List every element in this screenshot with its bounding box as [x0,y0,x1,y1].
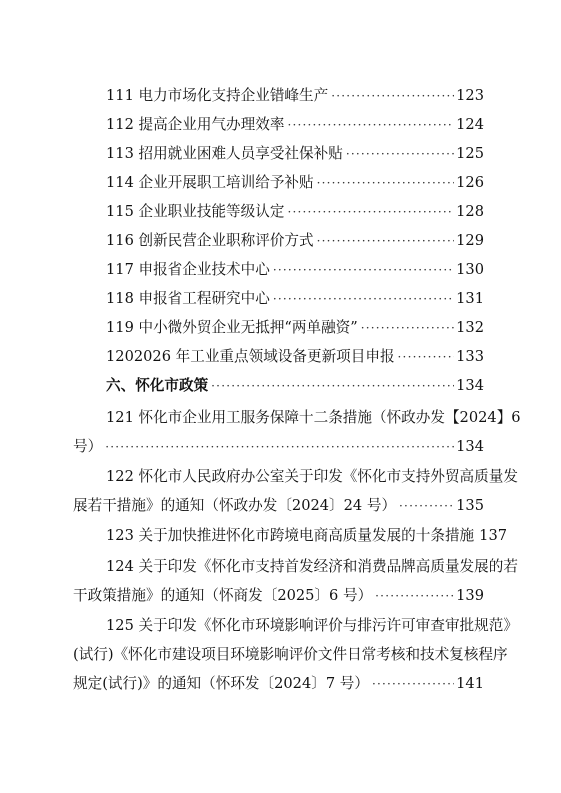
dot-leader [375,586,454,606]
toc-entry-118 [106,289,484,309]
toc-entry-label: 116 创新民营企业职称评价方式 [106,232,314,249]
toc-page-number: 131 [456,290,484,307]
toc-entry-125-line1: 125 关于印发《怀化市环境影响评价与排污许可审查审批规范》 [106,617,518,634]
toc-entry-label: 规定(试行)》的通知（怀环发〔2024〕7 号） [73,675,369,692]
toc-entry-125-line2: (试行)《怀化市建设项目环境影响评价文件日常考核和技术复核程序 [73,646,508,663]
dot-leader [398,347,455,367]
toc-entry-label: 号） [73,438,103,455]
section-heading-label: 六、怀化市政策 [106,377,209,394]
toc-page-number: 125 [456,145,484,162]
dot-leader [372,674,454,694]
toc-entry-111 [106,86,484,106]
toc-entry-label: 119 中小微外贸企业无抵押“两单融资” [106,319,358,336]
toc-entry-label: 1202026 年工业重点领域设备更新项目申报 [106,348,395,365]
toc-page-number: 132 [456,319,484,336]
toc-entry-114 [106,173,484,193]
toc-entry-label: 112 提高企业用气办理效率 [106,116,285,133]
toc-page-number: 134 [456,377,484,394]
toc-entry-label: 115 企业职业技能等级认定 [106,203,285,220]
dot-leader [346,144,454,164]
dot-leader [317,173,455,193]
toc-entry-119 [106,318,484,338]
toc-entry-123 [106,526,508,546]
toc-entry-113 [106,144,484,164]
toc-page-number: 123 [456,87,484,104]
toc-page-number: 129 [456,232,484,249]
toc-entry-112 [106,115,484,135]
toc-entry-121-line1: 121 怀化市企业用工服务保障十二条措施（怀政办发【2024】6 [106,409,521,426]
dot-leader [273,289,454,309]
toc-page-number: 124 [456,116,484,133]
toc-entry-121-line2 [73,437,484,457]
toc-page-number: 139 [456,587,484,604]
toc-entry-label: 123 关于加快推进怀化市跨境电商高质量发展的十条措施 [106,527,475,544]
toc-entry-116 [106,231,484,251]
toc-page-number: 126 [456,174,484,191]
toc-entry-label: 111 电力市场化支持企业错峰生产 [106,87,329,104]
toc-page-number: 128 [456,203,484,220]
dot-leader [317,231,455,251]
toc-page-number: 135 [456,497,484,514]
dot-leader [331,86,454,106]
toc-entry-122-line1: 122 怀化市人民政府办公室关于印发《怀化市支持外贸高质量发 [106,468,518,485]
toc-entry-122-line2 [73,496,484,516]
toc-page-number: 133 [456,348,484,365]
toc-entry-117 [106,260,484,280]
dot-leader [273,260,454,280]
toc-page-number: 141 [456,675,484,692]
toc-entry-label: 114 企业开展职工培训给予补贴 [106,174,314,191]
toc-entry-label: 展若干措施》的通知（怀政办发〔2024〕24 号） [73,497,397,514]
toc-page-number: 134 [456,438,484,455]
toc-entry-label: 117 申报省企业技术中心 [106,261,270,278]
toc-entry-115 [106,202,484,222]
dot-leader [211,376,454,396]
toc-entry-124-line2 [73,586,484,606]
toc-entry-label: 113 招用就业困难人员享受社保补贴 [106,145,343,162]
toc-page-number: 137 [479,527,508,544]
toc-entry-120 [106,347,484,367]
dot-leader [287,202,454,222]
toc-entry-125-line3 [73,674,484,694]
toc-section-heading [106,376,484,396]
dot-leader [105,437,454,457]
toc-entry-label: 118 申报省工程研究中心 [106,290,270,307]
toc-entry-124-line1: 124 关于印发《怀化市支持首发经济和消费品牌高质量发展的若 [106,558,518,575]
toc-page-number: 130 [456,261,484,278]
dot-leader [287,115,454,135]
dot-leader [361,318,454,338]
dot-leader [399,496,454,516]
toc-entry-label: 干政策措施》的通知（怀商发〔2025〕6 号） [73,587,373,604]
